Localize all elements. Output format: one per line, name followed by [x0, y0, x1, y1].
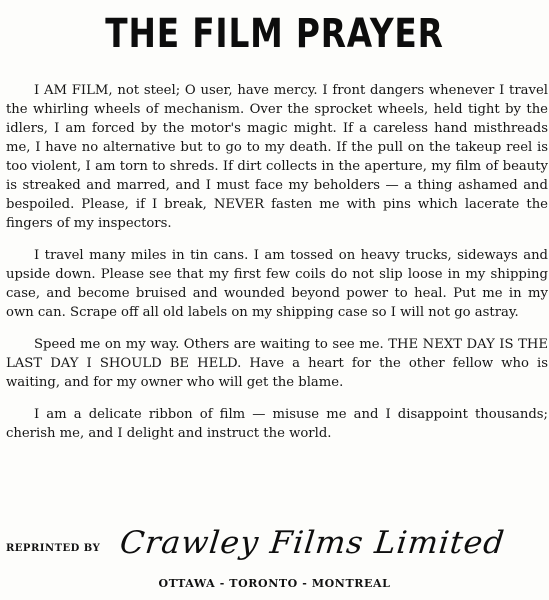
reprinted-by-label: REPRINTED BY	[6, 543, 101, 554]
cities-line: OTTAWA - TORONTO - MONTREAL	[158, 577, 391, 590]
reprint-credit	[6, 527, 546, 571]
paragraph-4: I am a delicate ribbon of film — misuse me and I disappoint thousands; cherish me, and I delight and instruct the world.	[6, 407, 548, 441]
company-name: Crawley Films Limited	[118, 525, 507, 561]
paragraph-2: I travel many miles in tin cans. I am tossed on heavy trucks, sideways and upside down. Please see that my first few coils do not slip loose in my shipping case, and become bruised and wounded beyond power to heal. Put me in my own can. Scrape off all old labels on my shipping case so I will not go astray.	[6, 248, 548, 320]
document-title: THE FILM PRAYER	[105, 11, 444, 57]
prayer-body	[6, 81, 548, 456]
paragraph-3: Speed me on my way. Others are waiting to see me. THE NEXT DAY IS THE LAST DAY I SHOULD BE HELD. Have a heart for the other fellow who is waiting, and for my owner who will get the blame.	[6, 337, 548, 390]
paragraph-1: I AM FILM, not steel; O user, have mercy. I front dangers whenever I travel the whirling wheels of mechanism. Over the sprocket wheels, held tight by the idlers, I am forced by the motor's magic might. If a careless hand misthreads me, I have no alternative but to go to my death. If the pull on the takeup reel is too violent, I am torn to shreds. If dirt collects in the aperture, my film of beauty is streaked and marred, and I must face my beholders — a thing ashamed and bespoiled. Please, if I break, NEVER fasten me with pins which lacerate the fingers of my inspectors.	[6, 83, 548, 231]
